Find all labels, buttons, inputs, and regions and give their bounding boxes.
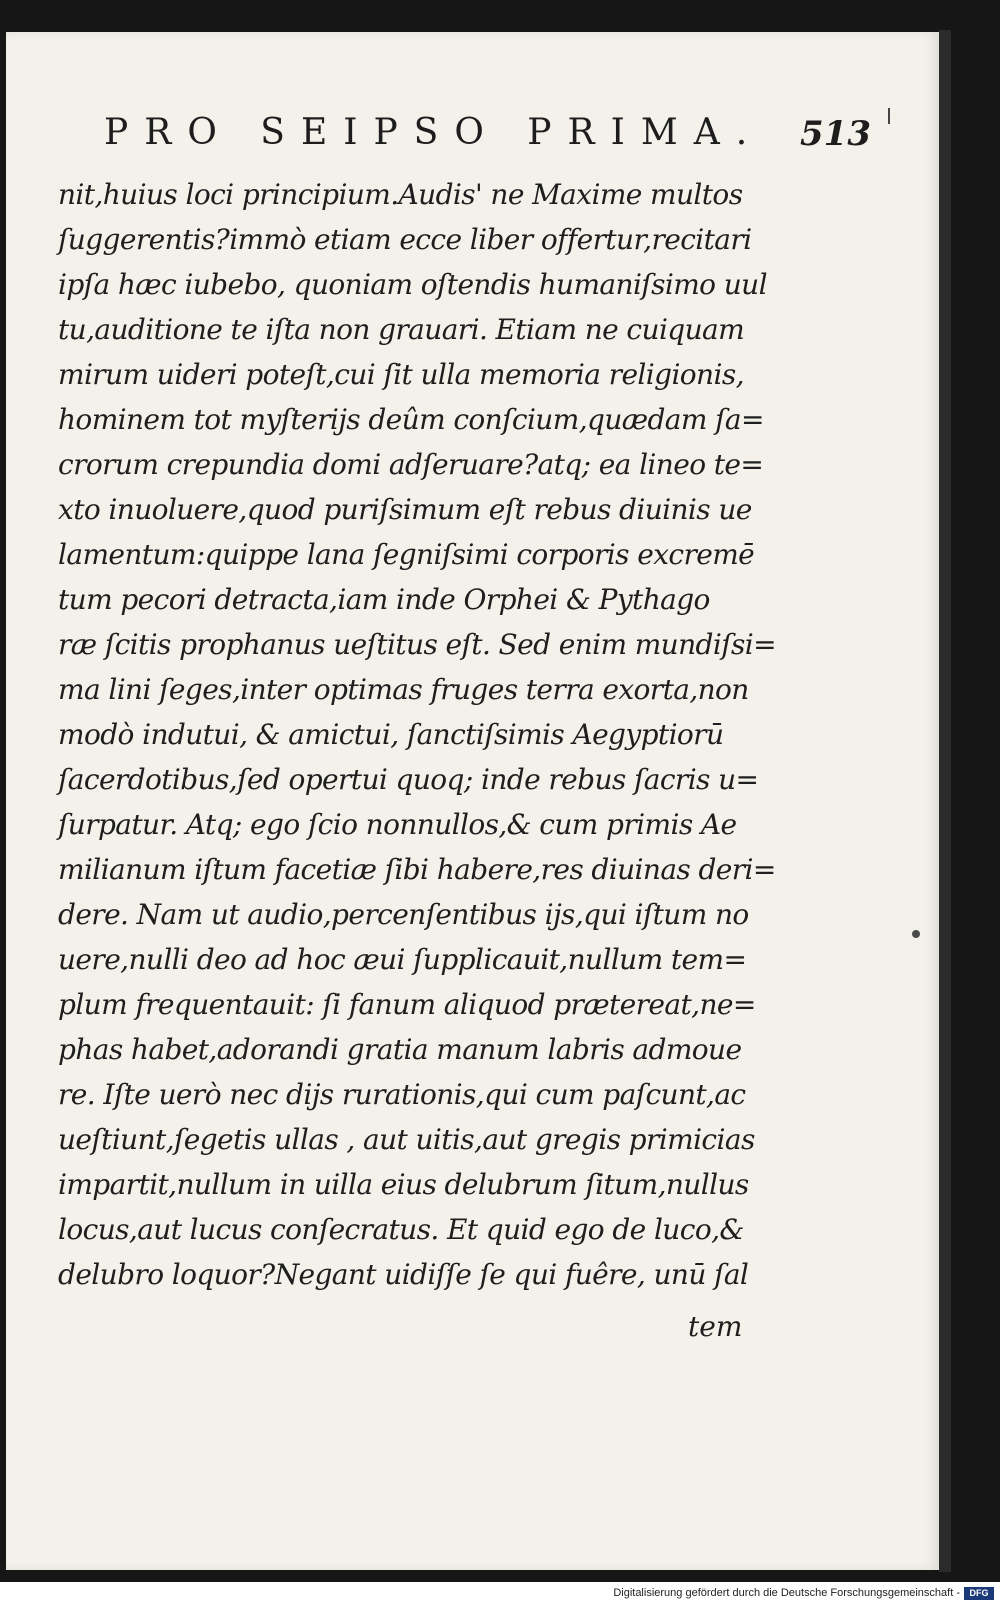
margin-mark bbox=[888, 108, 890, 124]
text-line: crorum crepundia domi adſeruare?atq; ea lineo te= bbox=[58, 448, 764, 481]
text-line: ma lini ſeges,inter optimas fruges terra exorta,non bbox=[58, 673, 749, 706]
text-line: hominem tot myſterijs deûm conſcium,quædam ſa= bbox=[58, 403, 764, 436]
text-line: phas habet,adorandi gratia manum labris admoue bbox=[58, 1033, 742, 1066]
funding-credit: Digitalisierung gefördert durch die Deutsche Forschungsgemeinschaft - bbox=[613, 1587, 960, 1599]
catchword: tem bbox=[688, 1310, 743, 1343]
text-line: milianum iſtum facetiæ ſibi habere,res diuinas deri= bbox=[58, 853, 776, 886]
page-edge bbox=[939, 30, 951, 1572]
text-line: ſurpatur. Atq; ego ſcio nonnullos,& cum primis Ae bbox=[58, 808, 737, 841]
text-line: ſacerdotibus,ſed opertui quoq; inde rebus ſacris u= bbox=[58, 763, 759, 796]
dfg-logo: DFG bbox=[964, 1587, 994, 1600]
text-line: modò indutui, & amictui, ſanctiſsimis Aegyptiorū bbox=[58, 718, 724, 751]
text-line: delubro loquor?Negant uidiſſe ſe qui fuêre, unū ſal bbox=[58, 1258, 749, 1291]
text-line: nit,huius loci principium.Audis' ne Maxime multos bbox=[58, 178, 743, 211]
text-line: ræ ſcitis prophanus ueſtitus eſt. Sed enim mundiſsi= bbox=[58, 628, 776, 661]
running-head: PRO SEIPSO PRIMA. bbox=[104, 112, 764, 153]
text-line: ſuggerentis?immò etiam ecce liber offertur,recitari bbox=[58, 223, 752, 256]
ink-spot bbox=[912, 930, 920, 938]
text-line: ueſtiunt,ſegetis ullas , aut uitis,aut gregis primicias bbox=[58, 1123, 755, 1156]
text-line: impartit,nullum in uilla eius delubrum ſitum,nullus bbox=[58, 1168, 749, 1201]
text-line: lamentum:quippe lana ſegniſsimi corporis excremē bbox=[58, 538, 755, 571]
text-line: tu,auditione te iſta non grauari. Etiam ne cuiquam bbox=[58, 313, 745, 346]
text-line: dere. Nam ut audio,percenſentibus ijs,qui iſtum no bbox=[58, 898, 749, 931]
page-number: 513 bbox=[800, 114, 871, 154]
text-line: re. Iſte uerò nec dijs rurationis,qui cum paſcunt,ac bbox=[58, 1078, 746, 1111]
text-line: tum pecori detracta,iam inde Orphei & Pythago bbox=[58, 583, 710, 616]
text-line: xto inuoluere,quod puriſsimum eſt rebus diuinis ue bbox=[58, 493, 752, 526]
text-line: plum frequentauit: ſi fanum aliquod prætereat,ne= bbox=[58, 988, 756, 1021]
text-line: uere,nulli deo ad hoc æui ſupplicauit,nullum tem= bbox=[58, 943, 747, 976]
text-line: locus,aut lucus conſecratus. Et quid ego de luco,& bbox=[58, 1213, 744, 1246]
body-text bbox=[58, 172, 778, 1297]
text-line: mirum uideri poteſt,cui ſit ulla memoria religionis, bbox=[58, 358, 744, 391]
text-line: ipſa hæc iubebo, quoniam oſtendis humaniſsimo uul bbox=[58, 268, 767, 301]
